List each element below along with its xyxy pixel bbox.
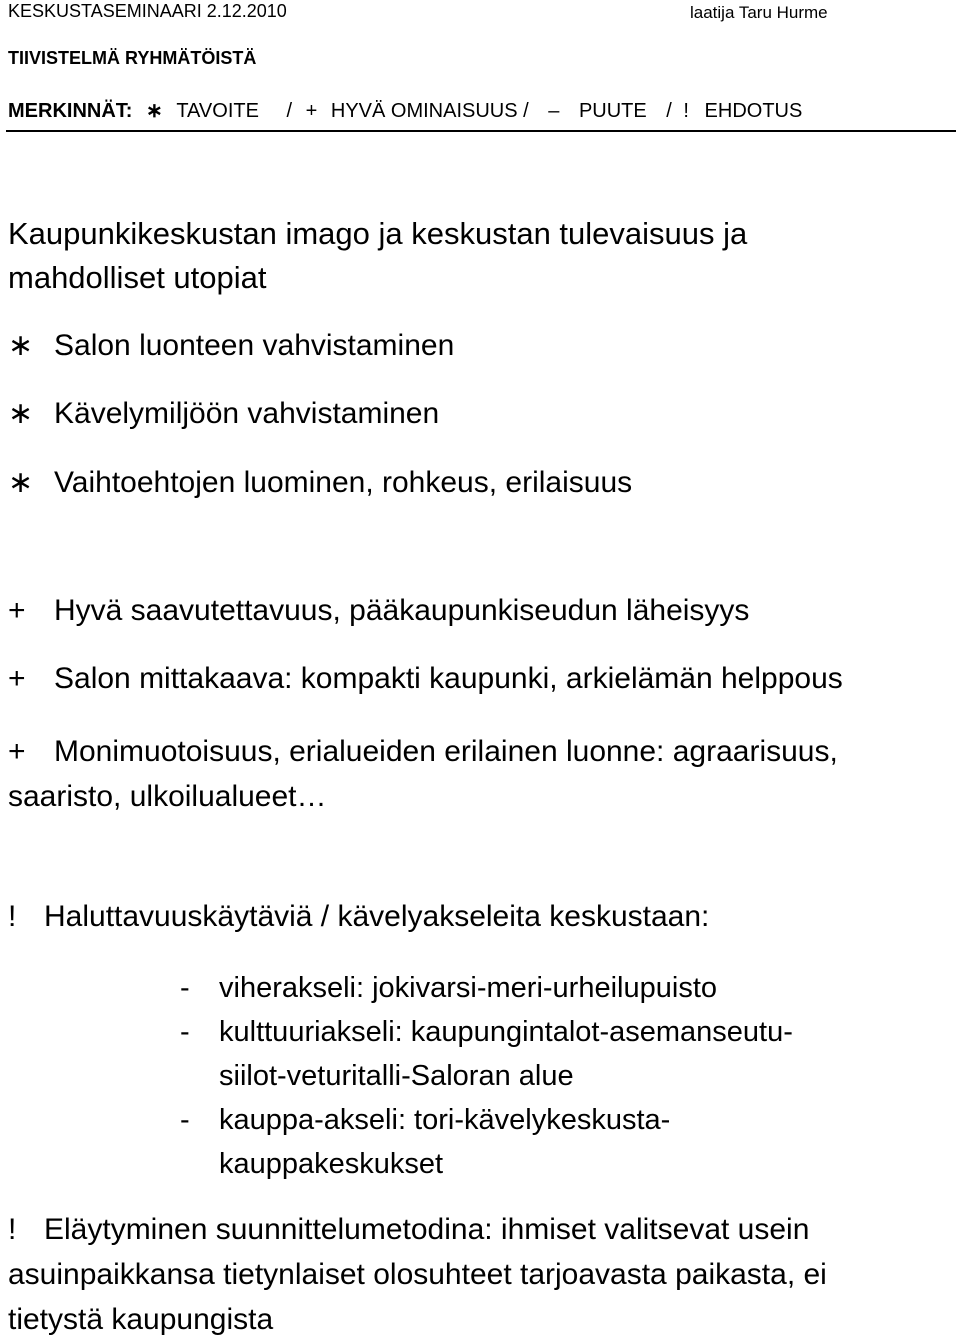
- strength-item: [8, 662, 843, 696]
- list-item: - kauppa-akseli: tori-kävelykeskusta-: [180, 1104, 671, 1136]
- suggestion-item: [8, 900, 709, 934]
- suggestion-text-cont: asuinpaikkansa tietynlaiset olosuhteet tarjoavasta paikasta, ei: [8, 1258, 827, 1291]
- list-item-cont: kauppakeskukset: [219, 1148, 444, 1180]
- asterisk-icon: ∗: [8, 329, 34, 362]
- plus-icon: +: [8, 662, 26, 695]
- strength-item: [8, 729, 838, 819]
- strength-text: Hyvä saavutettavuus, pääkaupunkiseudun läheisyys: [54, 594, 750, 627]
- strength-item: [8, 594, 749, 628]
- plus-icon: +: [8, 735, 26, 768]
- seminar-title: KESKUSTASEMINAARI 2.12.2010: [8, 1, 287, 21]
- strength-text: Monimuotoisuus, erialueiden erilainen luonne: agraarisuus,: [54, 735, 838, 768]
- goal-item: [8, 396, 439, 431]
- goal-item: [8, 328, 454, 363]
- exclamation-icon: !: [8, 1213, 17, 1246]
- legend-goal: TAVOITE: [176, 100, 259, 122]
- asterisk-icon: ∗: [8, 397, 34, 430]
- goal-text: Kävelymiljöön vahvistaminen: [54, 397, 440, 430]
- legend-good: HYVÄ OMINAISUUS /: [330, 100, 529, 122]
- list-item: - kulttuuriakseli: kaupungintalot-asemanseutu-: [180, 1016, 793, 1048]
- section-title-line: Kaupunkikeskustan imago ja keskustan tulevaisuus ja: [8, 216, 748, 251]
- section-title-line: mahdolliset utopiat: [8, 260, 267, 295]
- suggestion-text-cont: tietystä kaupungista: [8, 1303, 274, 1336]
- plus-icon: +: [305, 100, 318, 122]
- list-item: - viherakseli: jokivarsi-meri-urheilupuisto: [180, 972, 717, 1004]
- plus-icon: +: [8, 594, 26, 627]
- goal-text: Vaihtoehtojen luominen, rohkeus, erilaisuus: [54, 466, 633, 499]
- section-title: [8, 212, 747, 300]
- legend-suggestion: EHDOTUS: [704, 100, 803, 122]
- legend-sep: /: [286, 100, 293, 122]
- suggestion-item: [8, 1207, 827, 1342]
- suggestion-text: Haluttavuuskäytäviä / kävelyakseleita keskustaan:: [44, 900, 710, 933]
- exclamation-icon: !: [8, 900, 17, 933]
- legend-sep: /: [666, 100, 672, 122]
- asterisk-icon: ∗: [8, 466, 34, 499]
- strength-text: Salon mittakaava: kompakti kaupunki, arkielämän helppous: [54, 662, 843, 695]
- goal-text: Salon luonteen vahvistaminen: [54, 329, 455, 362]
- legend-label: MERKINNÄT:: [8, 100, 133, 122]
- subtitle: TIIVISTELMÄ RYHMÄTÖISTÄ: [8, 48, 257, 68]
- exclamation-icon: !: [683, 100, 689, 122]
- header-divider: [6, 130, 956, 132]
- axis-list: [180, 966, 793, 1186]
- minus-icon: –: [548, 100, 560, 122]
- goal-item: [8, 465, 632, 500]
- asterisk-icon: ∗: [146, 100, 163, 122]
- author: laatija Taru Hurme: [690, 3, 828, 22]
- list-item-cont: siilot-veturitalli-Saloran alue: [219, 1060, 574, 1092]
- legend-flaw: PUUTE: [578, 100, 647, 122]
- suggestion-text: Eläytyminen suunnittelumetodina: ihmiset valitsevat usein: [44, 1213, 810, 1246]
- strength-text-cont: saaristo, ulkoilualueet…: [8, 780, 327, 813]
- legend: [8, 98, 802, 123]
